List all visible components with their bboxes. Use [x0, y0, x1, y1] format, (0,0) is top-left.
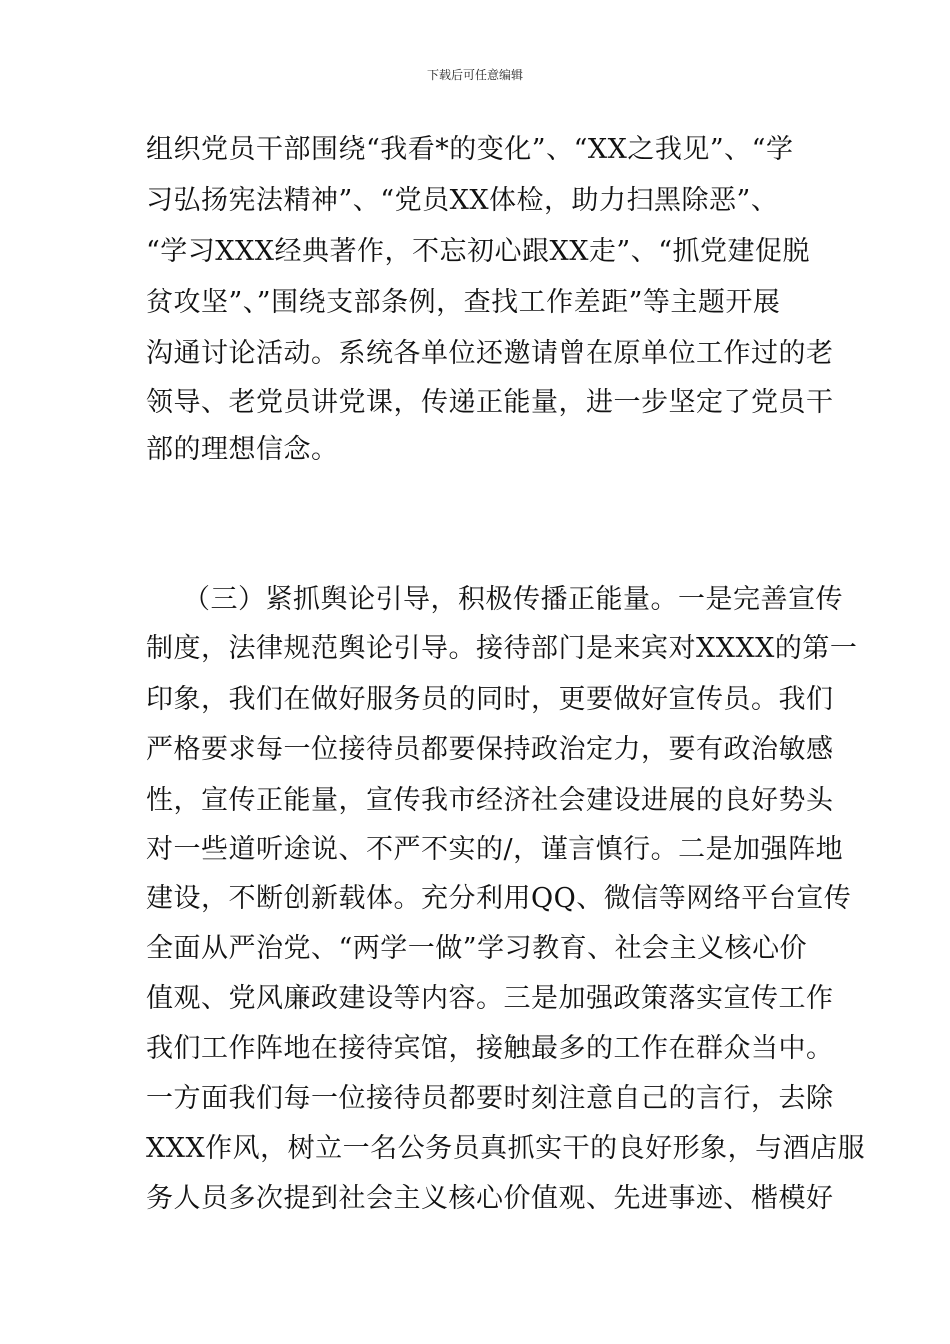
text-line: 沟通讨论活动。系统各单位还邀请曾在原单位工作过的老 — [146, 338, 834, 369]
text-line: 组织党员干部围绕“我看*的变化”、“XX之我见”、“学 — [146, 134, 794, 165]
text-line: 全面从严治党、“两学一做”学习教育、社会主义核心价 — [146, 933, 808, 964]
text-line: 一方面我们每一位接待员都要时刻注意自己的言行，去除 — [146, 1083, 834, 1114]
text-line: 部的理想信念。 — [146, 434, 339, 465]
text-line: 习弘扬宪法精神”、“党员XX体检，助力扫黑除恶”、 — [146, 185, 779, 216]
page-header: 下载后可任意编辑 — [426, 68, 523, 82]
text-line: （三）紧抓舆论引导，积极传播正能量。一是完善宣传 — [183, 584, 843, 615]
text-line: 务人员多次提到社会主义核心价值观、先进事迹、楷模好 — [146, 1183, 834, 1214]
text-line: 值观、党风廉政建设等内容。三是加强政策落实宣传工作 — [146, 983, 834, 1014]
text-line: “学习XXX经典著作，不忘初心跟XX走”、“抓党建促脱 — [146, 236, 811, 267]
text-line: 印象，我们在做好服务员的同时，更要做好宣传员。我们 — [146, 684, 834, 715]
text-line: 性，宣传正能量，宣传我市经济社会建设进展的良好势头 — [146, 785, 834, 816]
text-line: 我们工作阵地在接待宾馆，接触最多的工作在群众当中。 — [146, 1033, 834, 1064]
text-line: 贫攻坚”、”围绕支部条例，查找工作差距”等主题开展 — [146, 287, 781, 318]
text-line: 领导、老党员讲党课，传递正能量，进一步坚定了党员干 — [146, 387, 834, 418]
text-line: XXX作风，树立一名公务员真抓实干的良好形象，与酒店服 — [146, 1133, 866, 1164]
text-line: 制度，法律规范舆论引导。接待部门是来宾对XXXX的第一 — [146, 633, 858, 664]
text-line: 对一些道听途说、不严不实的/，谨言慎行。二是加强阵地 — [146, 834, 844, 865]
text-line: 建设，不断创新载体。充分利用QQ、微信等网络平台宣传 — [146, 883, 852, 914]
text-line: 严格要求每一位接待员都要保持政治定力，要有政治敏感 — [146, 734, 834, 765]
